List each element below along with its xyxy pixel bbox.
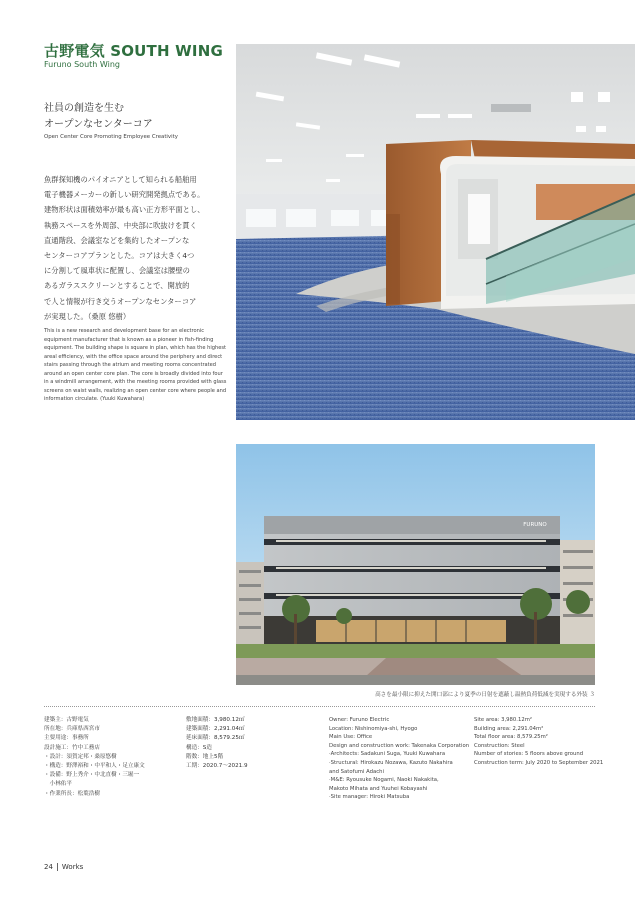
spec-line: ·Architects: Sadakuni Suga, Yuuki Kuwahara xyxy=(329,751,446,758)
spec-line: ・作業所長：松葉浩樹 xyxy=(44,790,100,797)
interior-photo xyxy=(236,44,635,420)
heading-jp-line: オープンなセンターコア xyxy=(44,119,153,130)
spec-line: 工期：2020.7〜2021.9 xyxy=(186,763,248,770)
spec-line: Design and construction work: Takenaka Corporation xyxy=(329,742,470,749)
page-title: 古野電気 SOUTH WING xyxy=(44,42,223,60)
body-text-jp xyxy=(44,172,230,324)
photo-caption: 高さを最小限に抑えた開口部により夏季の日射を遮蔽し温熱負荷低減を実現する外装 ３ xyxy=(375,692,595,698)
spec-line: ·M&E: Ryousuke Nogami, Naoki Nakakita, xyxy=(329,777,439,784)
footer-separator xyxy=(57,863,58,871)
spec-line: Makoto Mihata and Yuuhei Kobayashi xyxy=(329,785,428,792)
body-text-en xyxy=(44,327,230,404)
body-jp-line: センターコアプランとした。コアは大きく4つ xyxy=(44,251,195,261)
body-en-line: equipment manufacturer that is known as a pioneer in fish-finding xyxy=(44,336,214,343)
spec-line: 小林佑平 xyxy=(44,781,72,788)
heading-jp xyxy=(44,101,153,133)
heading-jp-line: 社員の創造を生む xyxy=(44,103,124,114)
spec-line: 主要用途：事務所 xyxy=(44,735,89,742)
spec-jp-figures xyxy=(186,716,248,771)
body-en-line: screens on waist walls, realizing an open center core where people and xyxy=(44,387,227,394)
page-subtitle: Furuno South Wing xyxy=(44,60,120,69)
spec-line: 延床面積：8,579.25㎡ xyxy=(186,735,245,742)
spec-line: 建築面積：2,291.04㎡ xyxy=(186,726,245,733)
spec-line: Construction term: July 2020 to September 2021 xyxy=(474,759,604,766)
page-footer xyxy=(44,863,83,871)
body-jp-line: 電子機器メーカーの新しい研究開発拠点である。 xyxy=(44,190,205,200)
spec-line: Main Use: Office xyxy=(329,734,373,741)
body-en-line: around an open center core plan. The core is broadly divided into four xyxy=(44,370,223,377)
divider xyxy=(44,706,595,707)
spec-line: Number of stories: 5 floors above ground xyxy=(474,751,584,758)
spec-line: and Satofumi Adachi xyxy=(329,768,384,775)
spec-line: ·Structural: Hirokazu Nozawa, Kazuto Nakahira xyxy=(329,759,453,766)
spec-line: 階数：地上5階 xyxy=(186,753,224,760)
spec-line: ・設計：須賀定邦・桑原悠樹 xyxy=(44,753,117,760)
body-en-line: information circulate. (Yuuki Kuwahara) xyxy=(44,396,145,402)
body-jp-line: に分割して風車状に配置し、会議室は腰壁の xyxy=(44,266,190,276)
spec-line: ·Site manager: Hiroki Matsuba xyxy=(329,794,410,801)
building-sign: FURUNO xyxy=(523,522,547,528)
spec-line: Location: Nishinomiya-shi, Hyogo xyxy=(329,725,418,732)
body-en-line: equipment. The building shape is square in plan, which has the highest xyxy=(44,345,227,351)
spec-line: 敷地面積：3,980.12㎡ xyxy=(186,717,245,723)
body-jp-line: あるガラススクリーンとすることで、開放的 xyxy=(44,281,190,291)
spec-line: Construction: Steel xyxy=(474,742,525,749)
spec-line: 建築主：古野電気 xyxy=(44,717,89,723)
body-jp-line: が実現した。（桑原 悠樹） xyxy=(44,311,131,321)
spec-jp-credits xyxy=(44,716,145,799)
body-jp-line: 建物形状は面積効率が最も高い正方形平面とし、 xyxy=(44,205,205,215)
body-en-line: areal efficiency, with the office space around the periphery and direct xyxy=(44,353,223,360)
spec-line: Site area: 3,980.12m² xyxy=(474,717,533,723)
section-name: Works xyxy=(61,863,84,871)
spec-line: 構造：S造 xyxy=(186,744,212,751)
exterior-photo xyxy=(236,444,595,685)
body-en-line: in a windmill arrangement, with the meeting rooms provided with glass xyxy=(44,379,227,385)
spec-en-figures xyxy=(474,716,603,768)
spec-line: ・設備：野上秀介・中北直樹・三堀一 xyxy=(44,772,140,779)
spec-en-credits xyxy=(329,716,469,802)
body-jp-line: 直通階段、会議室などを集約したオープンな xyxy=(44,235,190,245)
spec-line: 設計施工：竹中工務店 xyxy=(44,744,100,751)
body-jp-line: 執務スペースを外周部、中央部に吹抜けを貫く xyxy=(44,220,197,230)
spec-line: Total floor area: 8,579.25m² xyxy=(474,734,548,741)
body-en-line: stairs passing through the atrium and meeting rooms concentrated xyxy=(44,362,217,368)
spec-line: 所在地：兵庫県西宮市 xyxy=(44,726,100,733)
spec-line: ・構造：野澤裕和・中平和人・足立康文 xyxy=(44,763,145,770)
spec-line: Building area: 2,291.04m² xyxy=(474,725,544,732)
body-jp-line: 魚群探知機のパイオニアとして知られる船舶用 xyxy=(44,175,197,184)
heading-en: Open Center Core Promoting Employee Creativity xyxy=(44,134,178,140)
page-number: 24 xyxy=(44,863,53,871)
body-en-line: This is a new research and development base for an electronic xyxy=(44,328,205,334)
spec-line: Owner: Furuno Electric xyxy=(329,717,390,723)
body-jp-line: で人と情報が行き交うオープンなセンターコア xyxy=(44,296,197,306)
